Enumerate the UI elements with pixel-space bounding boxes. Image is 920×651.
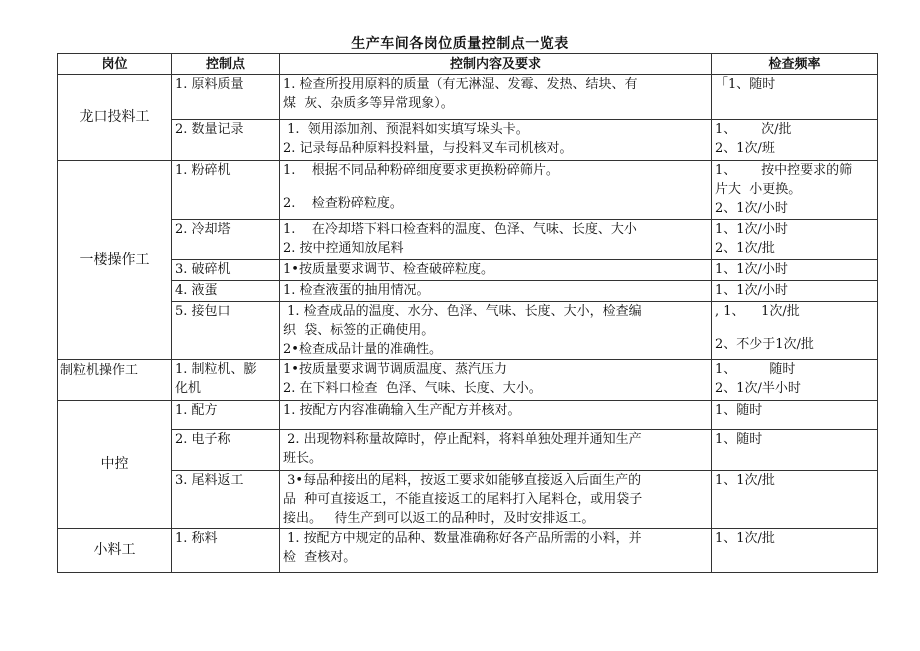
check-frequency-cell (712, 302, 878, 360)
check-frequency-cell (712, 360, 878, 401)
control-point-line: 3. 破碎机 (175, 262, 231, 277)
control-content-cell (280, 302, 712, 360)
control-point-line: 2. 电子称 (175, 432, 231, 447)
control-content-line: 1. 领用添加剂、预混料如实填写垛头卡。 (283, 122, 529, 137)
header-row (58, 54, 878, 75)
table-row (58, 120, 878, 161)
control-point-line: 5. 接包口 (175, 304, 231, 319)
control-content-line: 品 种可直接返工，不能直接返工的尾料打入尾料仓，或用袋子 (283, 492, 643, 507)
control-content-line: 2. 检查粉碎粒度。 (283, 196, 403, 211)
check-frequency-line: , 1、 1次/批 (715, 304, 800, 319)
control-point-cell (172, 430, 280, 471)
check-frequency-line: 2、1次/批 (715, 241, 775, 256)
control-point-cell (172, 75, 280, 120)
check-frequency-cell (712, 529, 878, 573)
check-frequency-cell (712, 260, 878, 281)
table-row (58, 302, 878, 360)
check-frequency-line: 片大 小更换。 (715, 182, 802, 197)
control-content-cell (280, 430, 712, 471)
check-frequency-line: 1、 次/批 (715, 122, 792, 137)
control-point-line: 1. 粉碎机 (175, 163, 231, 178)
control-point-line: 4. 液蛋 (175, 283, 218, 298)
check-frequency-line: 1、随时 (715, 403, 763, 418)
check-frequency-cell (712, 75, 878, 120)
table-row (58, 161, 878, 220)
table-row (58, 75, 878, 120)
table-row (58, 401, 878, 430)
post-cell: 制粒机操作工 (58, 360, 172, 401)
header-control-content: 控制内容及要求 (280, 54, 712, 75)
control-point-line: 2. 冷却塔 (175, 222, 231, 237)
check-frequency-line: 1、1次/小时 (715, 283, 788, 298)
control-content-line: 2. 记录每品种原料投料量，与投料叉车司机核对。 (283, 141, 573, 156)
control-content-line: 煤 灰、杂质多等异常现象）。 (283, 96, 454, 111)
control-content-cell (280, 360, 712, 401)
control-content-cell (280, 471, 712, 529)
control-content-line: 班长。 (283, 451, 323, 466)
control-content-line: 1•按质量要求调节调质温度、蒸汽压力 (283, 362, 507, 377)
control-content-line: 3•每品种接出的尾料，按返工要求如能够直接返入后面生产的 (283, 473, 642, 488)
control-point-cell (172, 360, 280, 401)
table-row (58, 430, 878, 471)
control-point-line: 1. 制粒机、膨 (175, 362, 257, 377)
check-frequency-cell (712, 220, 878, 260)
check-frequency-line: 2、1次/小时 (715, 201, 788, 216)
control-content-cell (280, 161, 712, 220)
check-frequency-line: 1、 随时 (715, 362, 796, 377)
check-frequency-line: 1、1次/小时 (715, 222, 788, 237)
blank-line (283, 180, 708, 194)
table-row (58, 529, 878, 573)
control-content-cell (280, 529, 712, 573)
control-content-cell (280, 401, 712, 430)
check-frequency-line: 「1、随时 (715, 77, 776, 92)
post-cell: 小料工 (58, 529, 172, 573)
control-content-line: 接出。 待生产到可以返工的品种时，及时安排返工。 (283, 511, 595, 526)
control-point-line: 2. 数量记录 (175, 122, 244, 137)
check-frequency-line: 2、不少于1次/批 (715, 337, 814, 352)
control-point-cell (172, 401, 280, 430)
control-point-cell (172, 281, 280, 302)
control-point-cell (172, 161, 280, 220)
control-content-line: 1•按质量要求调节、检查破碎粒度。 (283, 262, 494, 277)
control-content-line: 2. 按中控通知放尾料 (283, 241, 404, 256)
control-content-line: 1. 根据不同品种粉碎细度要求更换粉碎筛片。 (283, 163, 559, 178)
control-point-cell (172, 529, 280, 573)
control-content-cell (280, 75, 712, 120)
control-content-line: 1. 检查所投用原料的质量（有无淋湿、发霉、发热、结块、有 (283, 77, 638, 92)
check-frequency-line: 1、随时 (715, 432, 763, 447)
control-point-line: 1. 原料质量 (175, 77, 244, 92)
check-frequency-line: 1、1次/批 (715, 531, 775, 546)
check-frequency-cell (712, 120, 878, 161)
check-frequency-line: 2、1次/班 (715, 141, 775, 156)
table-row (58, 281, 878, 302)
control-content-line: 1. 按配方中规定的品种、数量准确称好各产品所需的小料，并 (283, 531, 642, 546)
table-row (58, 260, 878, 281)
table-row (58, 471, 878, 529)
control-content-cell (280, 260, 712, 281)
control-content-line: 织 袋、标签的正确使用。 (283, 323, 435, 338)
control-point-line: 1. 配方 (175, 403, 218, 418)
check-frequency-cell (712, 161, 878, 220)
control-content-line: 2•检查成品计量的准确性。 (283, 342, 442, 357)
header-control-point: 控制点 (172, 54, 280, 75)
control-content-cell (280, 220, 712, 260)
check-frequency-line: 1、 按中控要求的筛 (715, 163, 853, 178)
control-point-line: 化机 (175, 381, 202, 396)
control-point-cell (172, 120, 280, 161)
table-body (58, 75, 878, 573)
check-frequency-line: 2、1次/半小时 (715, 381, 801, 396)
control-point-cell (172, 260, 280, 281)
control-point-line: 3. 尾料返工 (175, 473, 244, 488)
control-point-line: 1. 称料 (175, 531, 218, 546)
header-check-frequency: 检查频率 (712, 54, 878, 75)
control-content-cell (280, 281, 712, 302)
control-content-cell (280, 120, 712, 161)
control-point-cell (172, 471, 280, 529)
table-row (58, 220, 878, 260)
quality-control-table (57, 53, 878, 573)
table-row (58, 360, 878, 401)
check-frequency-line: 1、1次/批 (715, 473, 775, 488)
control-content-line: 2. 出现物料称量故障时，停止配料，将料单独处理并通知生产 (283, 432, 642, 447)
check-frequency-cell (712, 401, 878, 430)
control-point-cell (172, 220, 280, 260)
header-post: 岗位 (58, 54, 172, 75)
table-title: 生产车间各岗位质量控制点一览表 (351, 36, 569, 52)
control-content-line: 2. 在下料口检查 色泽、气味、长度、大小。 (283, 381, 542, 396)
check-frequency-line: 1、1次/小时 (715, 262, 788, 277)
post-cell: 中控 (58, 401, 172, 529)
control-content-line: 1. 在冷却塔下料口检查料的温度、色泽、气味、长度、大小 (283, 222, 637, 237)
check-frequency-cell (712, 430, 878, 471)
post-cell: 一楼操作工 (58, 161, 172, 360)
post-cell: 龙口投料工 (58, 75, 172, 161)
control-content-line: 1. 按配方内容准确输入生产配方并核对。 (283, 403, 521, 418)
control-content-line: 1. 检查液蛋的抽用情况。 (283, 283, 430, 298)
control-content-line: 检 查核对。 (283, 550, 357, 565)
check-frequency-cell (712, 281, 878, 302)
control-content-line: 1. 检查成品的温度、水分、色泽、气味、长度、大小，检查编 (283, 304, 642, 319)
check-frequency-cell (712, 471, 878, 529)
blank-line (715, 321, 874, 335)
control-point-cell (172, 302, 280, 360)
